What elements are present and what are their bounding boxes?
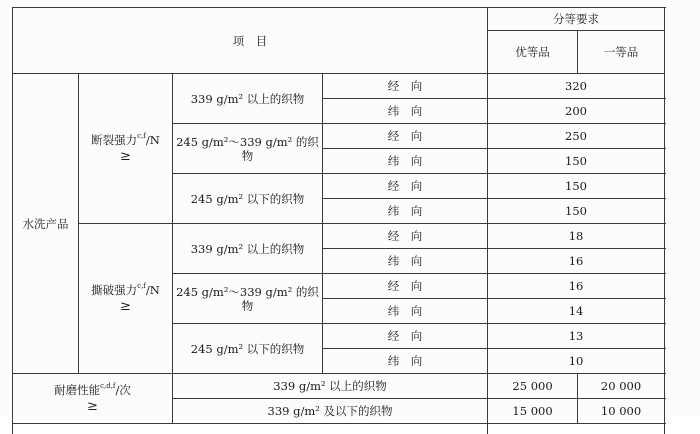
fabric-spec: 339 g/m² 以上的织物 [173, 224, 323, 274]
value-cell-excellent: 15 000 [488, 399, 578, 424]
direction-label: 经 向 [323, 174, 488, 199]
fabric-spec: 245 g/m²～339 g/m² 的织物 [173, 124, 323, 174]
value-cell: 150 [488, 149, 665, 174]
header-item [13, 8, 488, 74]
header-item-label: 项 目 [233, 34, 268, 48]
breaking-strength-label [79, 74, 173, 224]
value-cell: 16 [488, 274, 665, 299]
tearing-strength-footnote: c,f [137, 282, 146, 290]
abrasion-resistance-unit: /次 [116, 383, 131, 397]
fabric-spec: 339 g/m² 以上的织物 [173, 374, 488, 399]
value-cell: 14 [488, 299, 665, 324]
value-cell-first-qualified: 20 000 [578, 374, 665, 399]
tearing-strength-name: 撕破强力 [91, 283, 137, 297]
value-cell: 18 [488, 224, 665, 249]
breaking-strength-name: 断裂强力 [91, 133, 137, 147]
direction-label: 纬 向 [323, 149, 488, 174]
value-cell: 10 [488, 349, 665, 374]
value-cell: 250 [488, 124, 665, 149]
fabric-spec: 245 g/m² 以下的织物 [173, 324, 323, 374]
abrasion-resistance-name: 耐磨性能 [54, 383, 100, 397]
value-cell: 150 [488, 174, 665, 199]
direction-label: 经 向 [323, 124, 488, 149]
direction-label: 纬 向 [323, 349, 488, 374]
header-grade-requirements [488, 8, 665, 31]
value-cell: 16 [488, 249, 665, 274]
group-label-washed-products: 水洗产品 [13, 74, 79, 374]
header-grade-first: 一等品 [578, 31, 665, 74]
value-cell-excellent: 25 000 [488, 374, 578, 399]
direction-label: 经 向 [323, 224, 488, 249]
breaking-strength-unit: /N [146, 133, 160, 147]
breaking-strength-footnote: c,f [137, 132, 146, 140]
grade-requirements-table [12, 7, 665, 434]
breaking-strength-ge: ≥ [79, 150, 172, 164]
direction-label: 纬 向 [323, 99, 488, 124]
direction-label: 经 向 [323, 324, 488, 349]
next-row-partial [13, 424, 488, 434]
abrasion-resistance-footnote: c,d,f [100, 382, 115, 390]
direction-label: 经 向 [323, 274, 488, 299]
tearing-strength-unit: /N [146, 283, 160, 297]
fabric-spec: 339 g/m² 及以下的织物 [173, 399, 488, 424]
value-cell-first-qualified: 10 000 [578, 399, 665, 424]
fabric-spec: 245 g/m² 以下的织物 [173, 174, 323, 224]
value-cell: 150 [488, 199, 665, 224]
direction-label: 纬 向 [323, 199, 488, 224]
tearing-strength-label [79, 224, 173, 374]
direction-label: 纬 向 [323, 249, 488, 274]
value-cell: 13 [488, 324, 665, 349]
abrasion-resistance-label [13, 374, 173, 424]
fabric-spec: 245 g/m²～339 g/m² 的织物 [173, 274, 323, 324]
header-grade-excellent: 优等品 [488, 31, 578, 74]
tearing-strength-ge: ≥ [79, 300, 172, 314]
abrasion-resistance-ge: ≥ [13, 400, 172, 414]
header-grade-requirements-label: 分等要求 [553, 12, 599, 26]
value-cell: 320 [488, 74, 665, 99]
fabric-spec: 339 g/m² 以上的织物 [173, 74, 323, 124]
value-cell: 200 [488, 99, 665, 124]
direction-label: 经 向 [323, 74, 488, 99]
direction-label: 纬 向 [323, 299, 488, 324]
next-row-partial [488, 424, 665, 434]
